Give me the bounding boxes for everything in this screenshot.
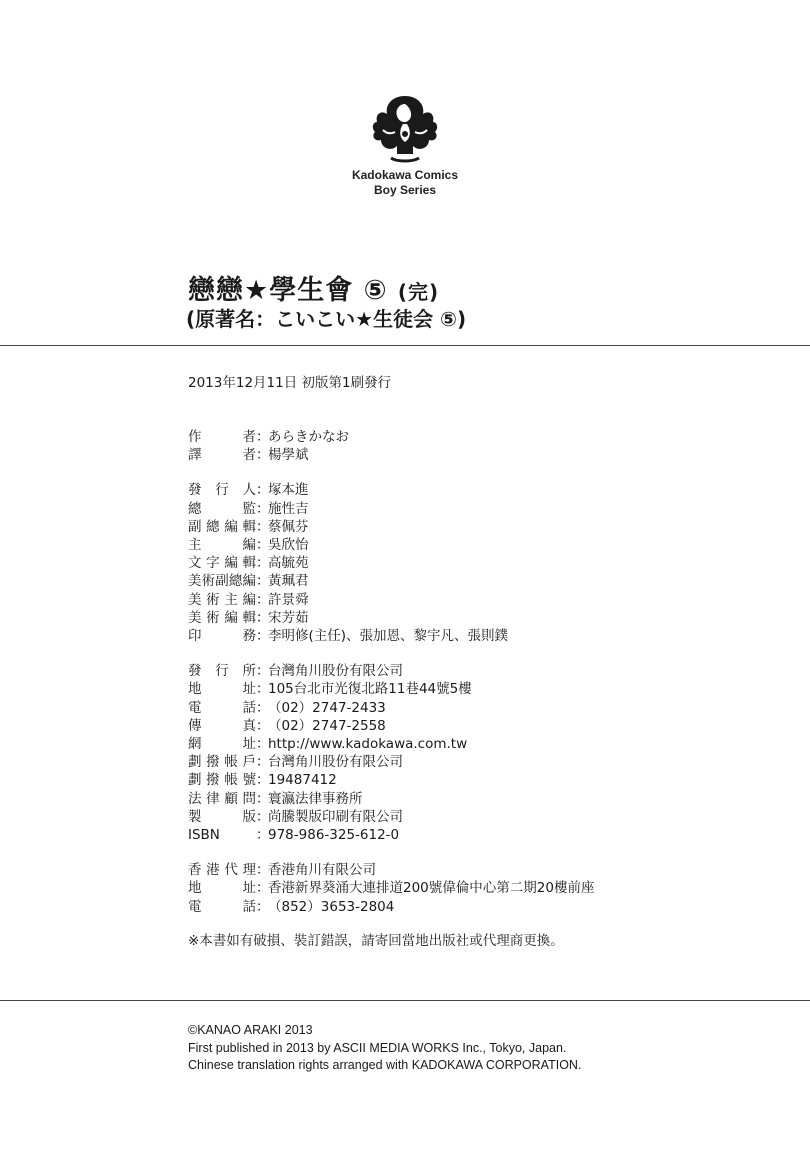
credit-row	[188, 481, 594, 499]
credit-label: 譯者	[188, 447, 256, 464]
colon-separator: ：	[256, 573, 270, 590]
logo-line-1: Kadokawa Comics	[351, 168, 459, 182]
credit-value: 978-986-325-612-0	[268, 827, 400, 844]
colon-separator: ：	[256, 555, 270, 572]
credit-value: 19487412	[268, 772, 337, 789]
credit-label: ISBN	[188, 827, 220, 844]
credit-label: 香港代理	[188, 862, 256, 879]
publish-date: 2013年12月11日 初版第1刷發行	[188, 375, 392, 391]
credit-value: 寰瀛法律事務所	[268, 790, 363, 807]
credit-row	[188, 554, 594, 572]
credit-row	[188, 662, 594, 680]
colon-separator: ：	[256, 862, 270, 879]
credit-row	[188, 826, 594, 844]
copyright-line-3: Chinese translation rights arranged with KADOKAWA CORPORATION.	[188, 1058, 582, 1072]
divider-top	[0, 345, 810, 346]
credit-row	[188, 717, 594, 735]
colon-separator: ：	[256, 663, 270, 680]
credit-label: 作者	[188, 429, 256, 445]
credit-row	[188, 753, 594, 771]
credit-label: 網址	[188, 736, 256, 753]
colon-separator: ：	[256, 754, 270, 771]
original-title: (原著名：こいこい★生徒会 ⑤)	[186, 307, 467, 331]
hk-agent-group	[188, 861, 594, 916]
credit-row	[188, 428, 594, 446]
credit-row	[188, 898, 594, 916]
credit-row	[188, 680, 594, 698]
credit-label: 法律顧問	[188, 790, 256, 807]
credit-label: 文字編輯	[188, 555, 256, 572]
credit-label: 美術主編	[188, 591, 256, 608]
credit-value: 蔡佩芬	[268, 518, 309, 535]
credit-value: 楊學斌	[268, 447, 309, 464]
credit-row	[188, 790, 594, 808]
credit-label: 電話	[188, 898, 256, 915]
publisher-logo	[340, 90, 470, 198]
credit-label: 主編	[188, 537, 256, 554]
copyright-block	[188, 1022, 581, 1075]
credit-label: 劃撥帳戶	[188, 754, 256, 771]
credit-value: （02）2747-2433	[268, 699, 386, 716]
colon-separator: ：	[256, 609, 270, 626]
colon-separator: ：	[256, 591, 270, 608]
credit-label: 傳真	[188, 717, 256, 734]
credit-value: 尚騰製版印刷有限公司	[268, 808, 403, 825]
colon-separator: ：	[256, 898, 270, 915]
editorial-group	[188, 481, 594, 645]
credit-value: 宋芳茹	[268, 609, 309, 626]
credit-value: 香港新界葵涌大連排道200號偉倫中心第二期20樓前座	[268, 880, 595, 897]
colon-separator: ：	[256, 827, 270, 844]
credit-label: 電話	[188, 699, 256, 716]
credit-label: 製版	[188, 808, 256, 825]
colon-separator: ：	[256, 699, 270, 716]
copyright-line-1: ©KANAO ARAKI 2013	[188, 1023, 313, 1037]
colon-separator: ：	[256, 736, 270, 753]
colon-separator: ：	[256, 500, 270, 517]
colon-separator: ：	[256, 537, 270, 554]
colon-separator: ：	[256, 447, 270, 464]
book-title-main: 戀戀★學生會 ⑤	[188, 275, 388, 306]
colon-separator: ：	[256, 429, 270, 445]
book-title	[188, 268, 439, 307]
credit-value: 塚本進	[268, 482, 309, 499]
colon-separator: ：	[256, 482, 270, 499]
credit-label: 發行人	[188, 482, 256, 499]
credit-label: 發行所	[188, 663, 256, 680]
divider-bottom	[0, 1000, 810, 1001]
credit-label: 美術編輯	[188, 609, 256, 626]
copyright-line-2: First published in 2013 by ASCII MEDIA WORKS Inc., Tokyo, Japan.	[188, 1040, 567, 1055]
credit-row	[188, 879, 594, 897]
credit-value: 施性吉	[268, 500, 309, 517]
colon-separator: ：	[256, 772, 270, 789]
colon-separator: ：	[256, 790, 270, 807]
credit-label: 地址	[188, 681, 256, 698]
credit-value: 105台北市光復北路11巷44號5樓	[268, 681, 472, 698]
logo-line-2: Boy Series	[373, 183, 437, 197]
book-title-suffix: (完)	[397, 280, 440, 304]
credit-label: 副總編輯	[188, 518, 256, 535]
colon-separator: ：	[256, 518, 270, 535]
credit-row	[188, 446, 594, 464]
credit-value: 李明修(主任)、張加恩、黎宇凡、張則鏷	[268, 628, 509, 645]
credit-label: 地址	[188, 880, 256, 897]
credit-value: 台灣角川股份有限公司	[268, 754, 403, 771]
credit-row	[188, 627, 594, 645]
credit-value: （02）2747-2558	[268, 717, 386, 734]
colon-separator: ：	[256, 628, 270, 645]
credit-value: 吳欣怡	[268, 537, 309, 554]
credit-row	[188, 572, 594, 590]
credit-row	[188, 808, 594, 826]
credit-value: 黃珮君	[268, 573, 309, 590]
phoenix-emblem-icon	[365, 90, 445, 168]
credit-label: 總監	[188, 500, 256, 517]
credit-value: （852）3653-2804	[268, 898, 395, 915]
staff-group	[188, 428, 594, 464]
credit-value: 高毓苑	[268, 555, 309, 572]
credit-row	[188, 699, 594, 717]
credit-label: 印務	[188, 628, 256, 645]
credit-value: 香港角川有限公司	[268, 862, 376, 879]
credit-value: 台灣角川股份有限公司	[268, 663, 403, 680]
credit-row	[188, 536, 594, 554]
damage-notice: ※本書如有破損、裝訂錯誤，請寄回當地出版社或代理商更換。	[188, 932, 564, 949]
colon-separator: ：	[256, 808, 270, 825]
credit-row	[188, 735, 594, 753]
credit-row	[188, 500, 594, 518]
colon-separator: ：	[256, 880, 270, 897]
credit-row	[188, 771, 594, 789]
publisher-group	[188, 662, 594, 844]
credit-row	[188, 861, 594, 879]
colon-separator: ：	[256, 717, 270, 734]
credit-value: あらきかなお	[268, 429, 349, 445]
credit-row	[188, 591, 594, 609]
credit-row	[188, 609, 594, 627]
credit-row	[188, 518, 594, 536]
credit-label: 劃撥帳號	[188, 772, 256, 789]
credits-block	[188, 428, 594, 950]
credit-label: 美術副總編	[188, 573, 256, 590]
credit-value: 許景舜	[268, 591, 309, 608]
colon-separator: ：	[256, 681, 270, 698]
credit-value[interactable]: http://www.kadokawa.com.tw	[268, 736, 468, 753]
